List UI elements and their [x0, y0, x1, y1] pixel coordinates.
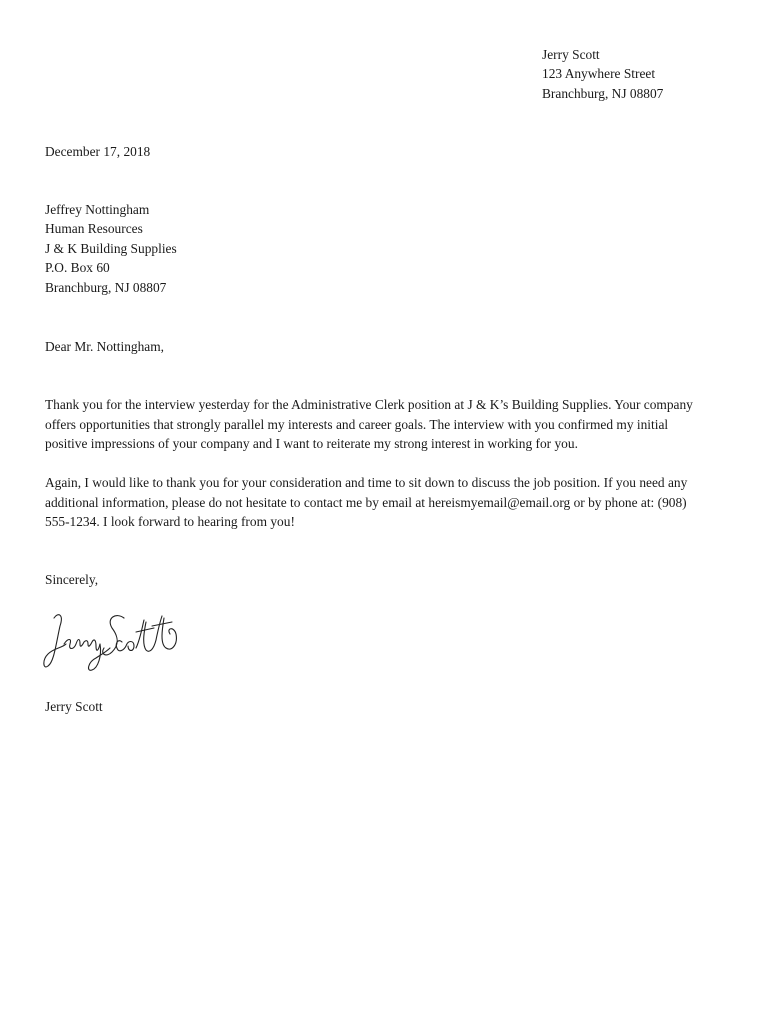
body-paragraph-2 — [45, 473, 735, 532]
signer-name: Jerry Scott — [45, 699, 103, 714]
letter-date: December 17, 2018 — [45, 144, 151, 159]
recipient-city: Branchburg, NJ 08807 — [45, 280, 167, 295]
salutation: Dear Mr. Nottingham, — [45, 339, 165, 354]
sender-name: Jerry Scott — [542, 47, 600, 62]
body-paragraph-2-line: Again, I would like to thank you for your consideration and time to sit down to discuss the job position. If you need any — [45, 475, 688, 490]
recipient-po-box: P.O. Box 60 — [45, 260, 110, 275]
closing: Sincerely, — [45, 572, 99, 587]
body-paragraph-1 — [45, 395, 735, 454]
handwritten-signature — [40, 604, 180, 676]
sender-street: 123 Anywhere Street — [542, 66, 656, 81]
body-paragraph-1-line: positive impressions of your company and I want to reiterate my strong interest in working for you. — [45, 436, 578, 451]
recipient-department: Human Resources — [45, 221, 143, 236]
body-paragraph-1-line: Thank you for the interview yesterday for the Administrative Clerk position at J & K’s Building Supplies. Your company — [45, 397, 693, 412]
sender-city: Branchburg, NJ 08807 — [542, 86, 664, 101]
body-paragraph-1-line: offers opportunities that strongly parallel my interests and career goals. The interview with you confirmed my initial — [45, 416, 669, 432]
recipient-company: J & K Building Supplies — [45, 241, 177, 256]
body-paragraph-2-line: additional information, please do not hesitate to contact me by email at hereismyemail@email.org or by phone at: (908) — [45, 494, 687, 510]
recipient-name: Jeffrey Nottingham — [45, 202, 150, 217]
body-paragraph-2-line: 555-1234. I look forward to hearing from you! — [45, 514, 295, 529]
